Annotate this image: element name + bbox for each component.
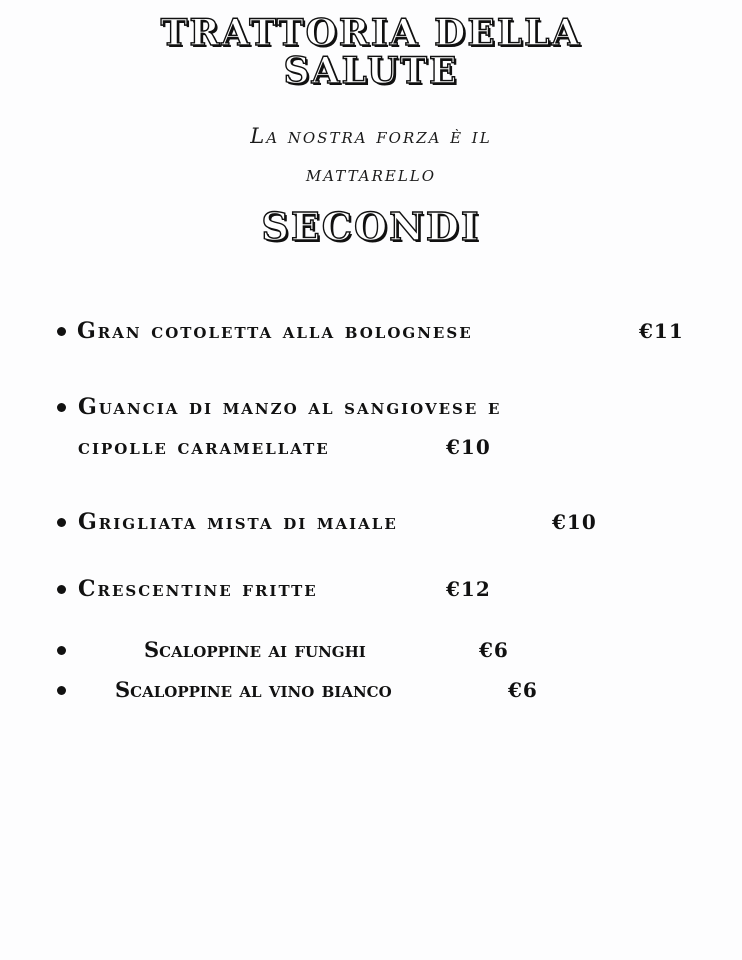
menu-item-price: €6 (508, 678, 538, 702)
bullet-icon (57, 646, 66, 655)
section-title: SECONDI (261, 204, 481, 249)
menu-item-name: Gran cotoletta alla bolognese (77, 318, 473, 344)
menu-item-price: €10 (552, 510, 597, 534)
menu-item-name: Scaloppine ai funghi (144, 637, 366, 662)
menu-item-price: €10 (446, 435, 491, 459)
tagline-line1: La nostra forza è il (250, 124, 492, 148)
menu-item-price: €11 (639, 319, 684, 343)
restaurant-name-line2: SALUTE (283, 50, 459, 92)
bullet-icon (57, 327, 66, 336)
bullet-icon (57, 403, 66, 412)
menu-item-name: Guancia di manzo al sangiovese e (78, 394, 502, 420)
menu-item-name-continued: cipolle caramellate (78, 434, 330, 460)
restaurant-name-line1: TRATTORIA DELLA (160, 12, 582, 54)
tagline-line2: mattarello (305, 162, 437, 186)
bullet-icon (57, 518, 66, 527)
menu-item-price: €12 (446, 577, 491, 601)
bullet-icon (57, 686, 66, 695)
menu-item-name: Crescentine fritte (78, 576, 318, 602)
menu-item-price: €6 (479, 638, 509, 662)
menu-item-name: Scaloppine al vino bianco (115, 677, 392, 702)
menu-item-name: Grigliata mista di maiale (78, 509, 398, 535)
bullet-icon (57, 585, 66, 594)
